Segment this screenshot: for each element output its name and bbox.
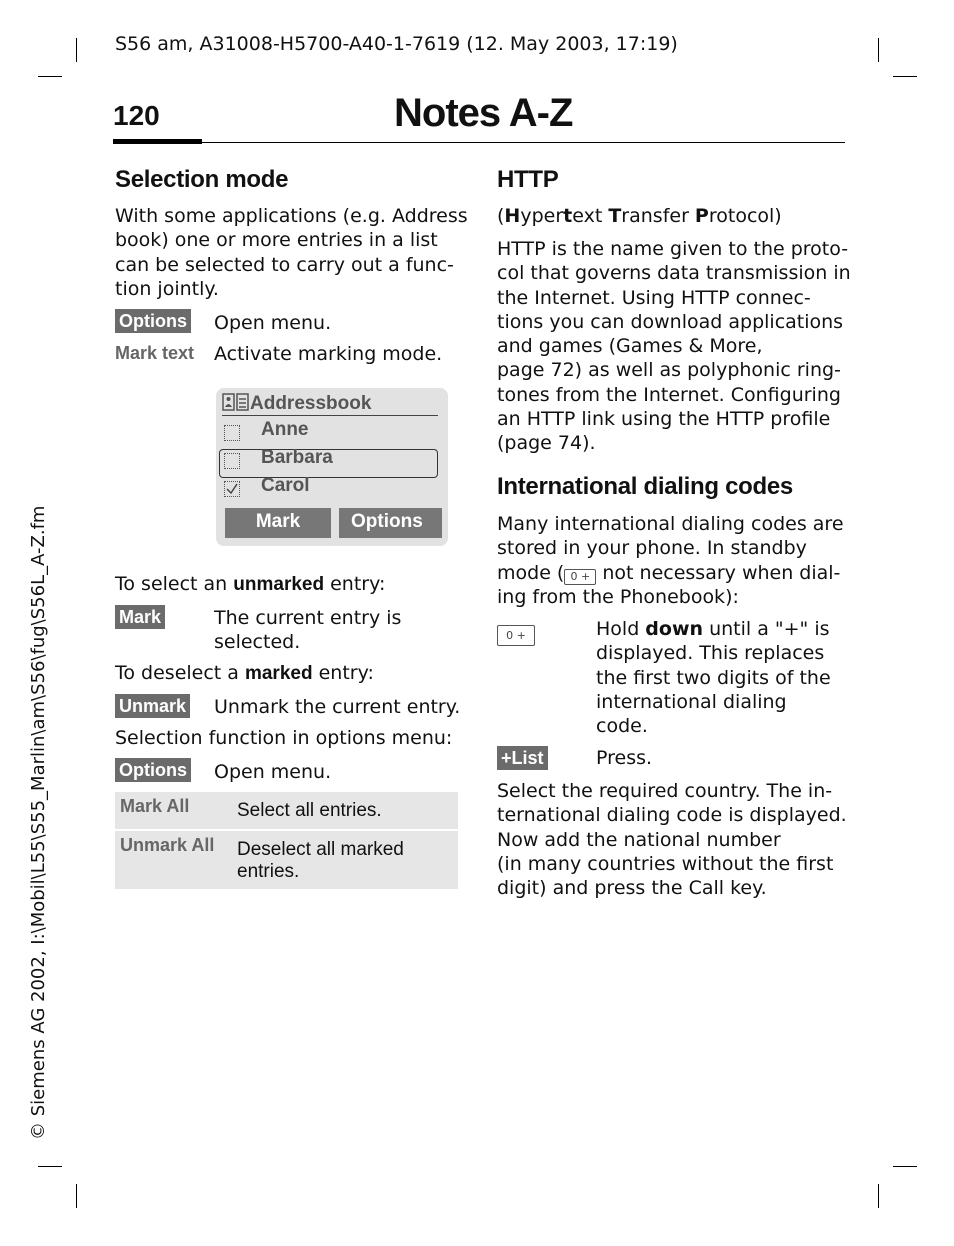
- options-softkey-label: Options: [115, 758, 191, 782]
- options-softkey: Options: [115, 309, 191, 333]
- crop-mark: [38, 76, 62, 77]
- title-rule: [113, 142, 845, 143]
- list-softkey-label: +List: [497, 746, 548, 770]
- crop-mark: [893, 1166, 917, 1167]
- crop-mark: [878, 38, 879, 62]
- crop-mark: [893, 76, 917, 77]
- mark-softkey-label: Mark: [115, 605, 165, 629]
- side-file-path: © Siemens AG 2002, I:\Mobil\L55\S55_Marlin\am\S56\fug\S56L_A-Z.fm: [28, 505, 49, 1140]
- checkbox-icon: [224, 425, 240, 441]
- intl-dialing-heading: International dialing codes: [497, 473, 793, 500]
- crop-mark: [76, 1184, 77, 1208]
- phone-screen: Addressbook Anne Barbara Carol Mark Options: [216, 388, 448, 546]
- unmark-description: Unmark the current entry.: [214, 696, 461, 718]
- options-description: Open menu.: [214, 312, 332, 334]
- mark-description: The current entry is selected.: [214, 607, 402, 654]
- page-number: 120: [113, 100, 160, 131]
- zero-plus-key-icon: 0 +: [497, 625, 535, 646]
- selection-mode-intro: With some applications (e.g. Address book) one or more entries in a list can be selected to carry out a func- tion jointly.: [115, 205, 468, 300]
- select-instruction: To select an unmarked entry:: [115, 573, 386, 595]
- zero-plus-key-icon: 0 +: [564, 569, 596, 585]
- list-description: Press.: [596, 747, 653, 769]
- options-table: [115, 792, 458, 891]
- checked-checkbox-icon: [224, 481, 240, 497]
- intl-dialing-body: Many international dialing codes are stored in your phone. In standby mode ( 0 + not necessary when dial- ing from the Phonebook):: [497, 513, 844, 608]
- options-menu-description: Open menu.: [214, 761, 332, 783]
- deselect-instruction: To deselect a marked entry:: [115, 662, 374, 684]
- crop-mark: [76, 38, 77, 62]
- checkbox-icon: [224, 453, 240, 469]
- crop-mark: [38, 1166, 62, 1167]
- table-row: Mark All Select all entries.: [115, 792, 458, 831]
- mark-text-label: Mark text: [115, 343, 195, 363]
- running-header: S56 am, A31008-H5700-A40-1-7619 (12. May 2003, 17:19): [115, 33, 678, 55]
- options-softkey[interactable]: Options: [339, 508, 442, 538]
- intl-closing-text: Select the required country. The in- ternational dialing code is displayed. Now add the national number (in many countries without the first digit) and press the Call key.: [497, 780, 847, 900]
- mark-text-description: Activate marking mode.: [214, 343, 443, 365]
- addressbook-icon: [222, 393, 250, 417]
- page-title: Notes A-Z: [394, 91, 573, 135]
- http-body: HTTP is the name given to the proto- col that governs data transmission in the Internet. Using HTTP connec- tions you can download applications and games (Games & More, page 72) as well as polyphonic ring- tones from the Internet. Configuring an HTTP link using the HTTP profile (page 74).: [497, 238, 851, 455]
- http-heading: HTTP: [497, 166, 559, 193]
- page-number-bar: [113, 139, 202, 144]
- selection-mode-heading: Selection mode: [115, 166, 289, 193]
- crop-mark: [878, 1184, 879, 1208]
- http-expansion: (Hypertext Transfer Protocol): [497, 205, 782, 227]
- mark-softkey[interactable]: Mark: [225, 508, 331, 538]
- table-row: Unmark All Deselect all marked entries.: [115, 831, 458, 891]
- screen-title: Addressbook: [222, 391, 438, 416]
- hold-down-description: Hold down until a "+" is displayed. This replaces the first two digits of the international dialing code.: [596, 618, 831, 738]
- options-menu-instruction: Selection function in options menu:: [115, 727, 453, 749]
- unmark-softkey-label: Unmark: [115, 694, 190, 718]
